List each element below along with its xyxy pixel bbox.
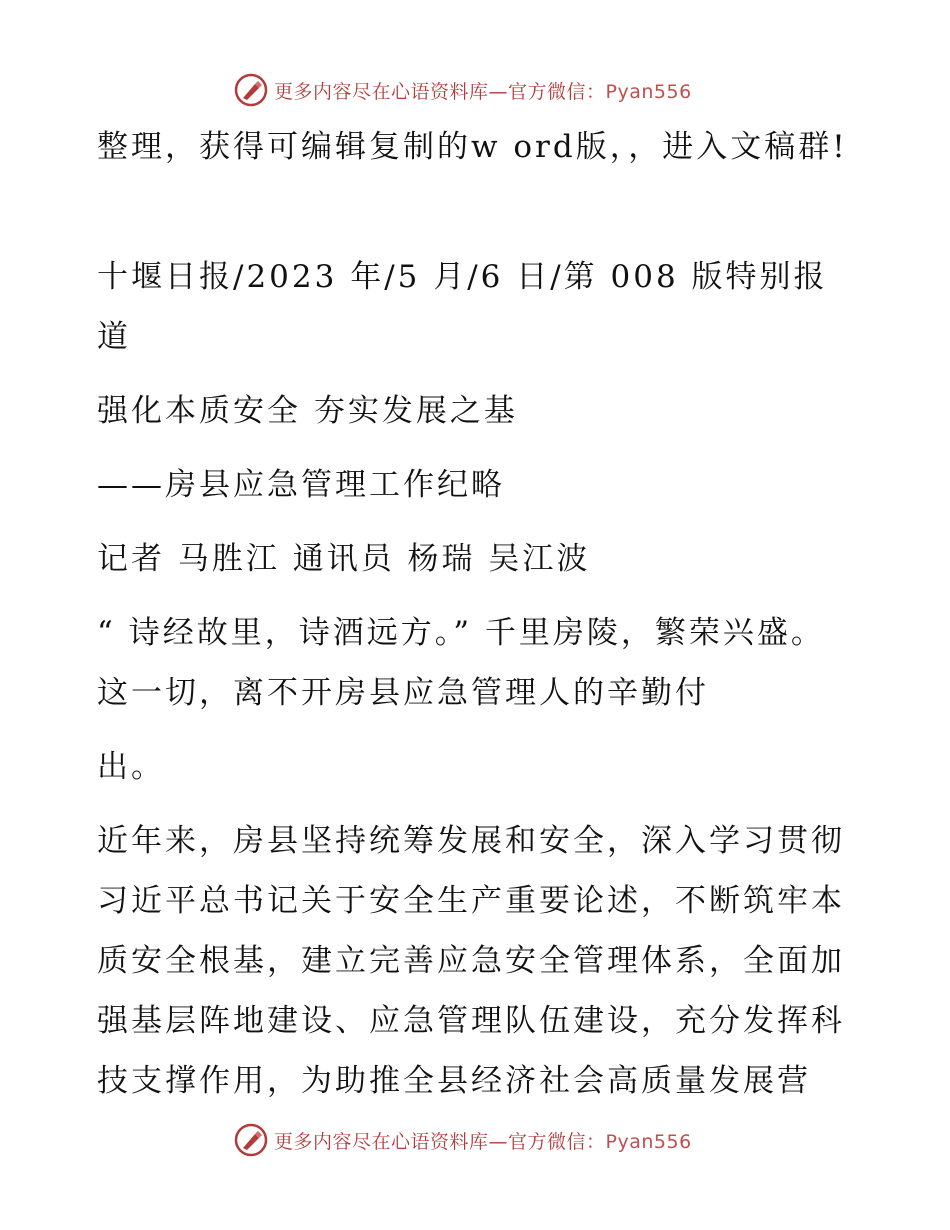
watermark-header [234,73,692,107]
lead-paragraph: “ 诗经故里，诗酒远方。” 千里房陵，繁荣兴盛。这一切，离不开房县应急管理人的辛勤付 [97,615,825,711]
intro-paragraph: 整理，获得可编辑复制的w ord版，，进入文稿群! [97,129,848,165]
article-title: 强化本质安全 夯实发展之基 [97,393,518,429]
watermark-brand: 更多内容尽在心语资料库 [274,80,489,103]
watermark-dash: — [488,80,509,103]
watermark-brand: 更多内容尽在心语资料库 [274,1130,489,1153]
watermark-handle: Pyan556 [605,1130,692,1153]
watermark-handle: Pyan556 [605,80,692,103]
body-paragraph: 近年来，房县坚持统筹发展和安全，深入学习贯彻习近平总书记关于安全生产重要论述，不断筑牢本质安全根基，建立完善应急安全管理体系，全面加强基层阵地建设、应急管理队伍建设，充分发挥科技支撑作用，为助推全县经济社会高质量发展营 [97,823,845,1099]
pen-logo-icon [234,73,268,107]
watermark-dash: — [488,1130,509,1153]
byline: 记者 马胜江 通讯员 杨瑞 吴江波 [97,541,591,577]
pen-logo-icon [234,1123,268,1157]
source-line: 十堰日报/2023 年/5 月/6 日/第 008 版特别报道 [97,259,828,355]
watermark-text [274,77,692,104]
lead-paragraph-end: 出。 [97,749,165,785]
article-subtitle: ——房县应急管理工作纪略 [97,467,505,503]
watermark-footer [234,1123,692,1157]
watermark-suffix: 官方微信： [508,1130,606,1153]
watermark-suffix: 官方微信： [508,80,606,103]
watermark-text [274,1127,692,1154]
